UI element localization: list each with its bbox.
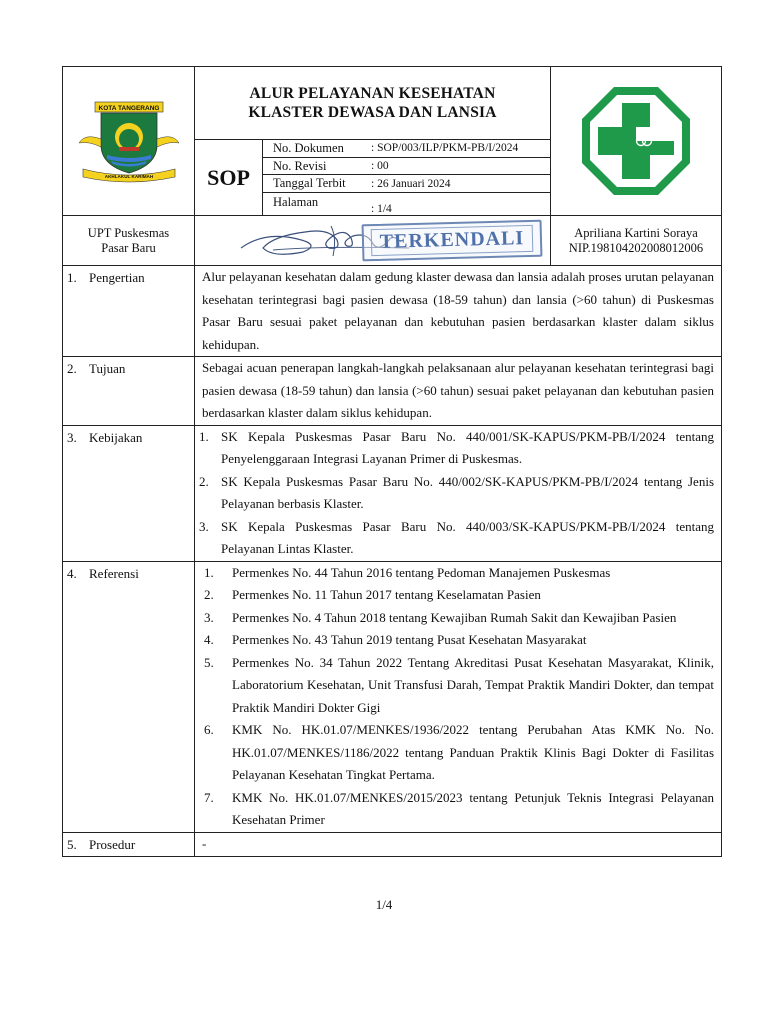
signer-name: Apriliana Kartini Soraya — [574, 225, 698, 240]
list-item — [199, 787, 714, 832]
puskesmas-logo-icon — [576, 81, 696, 201]
section-label — [63, 833, 194, 857]
section-title: Prosedur — [89, 836, 136, 852]
section-content — [194, 562, 721, 832]
section-number: 4. — [67, 565, 77, 581]
meta-value: : 26 Januari 2024 — [371, 177, 451, 190]
sop-header — [63, 67, 721, 215]
meta-value: : 00 — [371, 160, 389, 172]
section-content — [194, 833, 721, 857]
section-label — [63, 357, 194, 425]
item-text: KMK No. HK.01.07/MENKES/2015/2023 tentang Petunjuk Teknis Integrasi Pelayanan Kesehatan Primer — [232, 789, 714, 827]
logo-banner-text: KOTA TANGERANG — [98, 105, 159, 112]
referensi-list — [199, 562, 714, 832]
section-title: Tujuan — [89, 361, 126, 376]
item-number: 2. — [199, 473, 209, 489]
section-title: Referensi — [89, 565, 139, 581]
meta-row-tanggal — [263, 174, 550, 192]
list-item — [199, 607, 714, 630]
logo-motto-text: AKHLAKUL KARIMAH — [104, 174, 153, 179]
title-line-1: ALUR PELAYANAN KESEHATAN — [249, 85, 496, 102]
section-label — [63, 266, 194, 356]
item-text: KMK No. HK.01.07/MENKES/1936/2022 tentang Perubahan Atas KMK No. No. HK.01.07/MENKES/1186/2022 tentang Panduan Praktik Klinis Bagi Dokter di Fasilitas Pelayanan Kesehatan Tingkat Pertama. — [232, 722, 714, 782]
kebijakan-list — [199, 426, 714, 561]
section-pengertian — [63, 265, 721, 356]
sop-document-table — [62, 66, 722, 857]
item-number: 5. — [204, 654, 214, 670]
list-item — [199, 652, 714, 720]
meta-value: : 1/4 — [371, 203, 392, 216]
item-text: Permenkes No. 44 Tahun 2016 tentang Pedoman Manajemen Puskesmas — [232, 564, 611, 580]
sop-meta-block — [195, 139, 550, 215]
section-number: 5. — [67, 836, 77, 852]
section-tujuan — [63, 356, 721, 425]
signature-row — [63, 215, 721, 265]
list-item — [199, 516, 714, 561]
item-text: Permenkes No. 43 Tahun 2019 tentang Pusat Kesehatan Masyarakat — [232, 632, 587, 647]
terkendali-stamp — [362, 220, 543, 262]
signature-area — [194, 216, 550, 265]
unit-name — [63, 216, 194, 265]
meta-row-revisi — [263, 157, 550, 175]
section-kebijakan — [63, 425, 721, 561]
meta-label: No. Revisi — [273, 158, 327, 173]
item-number: 6. — [204, 722, 214, 737]
section-label — [63, 426, 194, 561]
kota-tangerang-logo-cell — [63, 67, 194, 215]
item-text: Permenkes No. 34 Tahun 2022 Tentang Akreditasi Pusat Kesehatan Masyarakat, Klinik, Laboratorium Kesehatan, Unit Transfusi Darah, Tempat Praktik Mandiri Dokter, dan tempat Praktik Mandiri Dokter Gigi — [232, 654, 714, 715]
section-content — [194, 357, 721, 425]
signer-block — [550, 216, 721, 265]
item-text: SK Kepala Puskesmas Pasar Baru No. 440/003/SK-KAPUS/PKM-PB/I/2024 tentang Pelayanan Lintas Klaster. — [221, 518, 714, 556]
item-text: SK Kepala Puskesmas Pasar Baru No. 440/002/SK-KAPUS/PKM-PB/I/2024 tentang Jenis Pelayanan berbasis Klaster. — [221, 473, 714, 511]
item-number: 1. — [199, 428, 209, 444]
item-number: 4. — [204, 632, 214, 647]
item-number: 3. — [199, 518, 209, 534]
item-number: 3. — [204, 609, 214, 625]
section-prosedur — [63, 832, 721, 857]
section-label — [63, 562, 194, 832]
tujuan-text: Sebagai acuan penerapan langkah-langkah pelaksanaan alur pelayanan kesehatan terintegrasi bagi pasien dewasa (18-59 tahun) dan lansia (>60 tahun) sesuai paket pelayanan dan kebutuhan pasien berdasarkan klaster dalam siklus kehidupan. — [202, 360, 714, 420]
section-number: 1. — [67, 270, 77, 285]
item-number: 2. — [204, 587, 214, 602]
unit-line-1: UPT Puskesmas — [87, 225, 170, 240]
meta-label: Halaman — [273, 195, 319, 210]
prosedur-text: - — [202, 835, 207, 851]
item-text: Permenkes No. 11 Tahun 2017 tentang Keselamatan Pasien — [232, 587, 541, 602]
section-number: 2. — [67, 361, 77, 376]
kota-tangerang-emblem-icon — [73, 99, 185, 183]
list-item — [199, 719, 714, 787]
meta-row-halaman — [263, 192, 550, 215]
document-meta — [262, 140, 550, 215]
stamp-text: TERKENDALI — [370, 225, 533, 256]
list-item — [199, 426, 714, 471]
list-item — [199, 471, 714, 516]
puskesmas-logo-cell — [550, 67, 721, 215]
item-text: SK Kepala Puskesmas Pasar Baru No. 440/001/SK-KAPUS/PKM-PB/I/2024 tentang Penyelenggaraan Integrasi Layanan Primer di Puskesmas. — [221, 428, 714, 466]
meta-label: No. Dokumen — [273, 140, 344, 155]
list-item — [199, 584, 714, 607]
section-content — [194, 426, 721, 561]
title-line-2: KLASTER DEWASA DAN LANSIA — [248, 104, 497, 121]
item-number: 1. — [204, 564, 214, 580]
item-number: 7. — [204, 789, 214, 805]
pengertian-text: Alur pelayanan kesehatan dalam gedung klaster dewasa dan lansia adalah proses urutan pelayanan kesehatan terintegrasi bagi pasien dewasa (18-59 tahun) dan lansia (>60 tahun) di Puskesmas Pasar Baru sesuai paket pelayanan dan kebutuhan pasien berdasarkan klaster dalam siklus kehidupan. — [202, 269, 714, 352]
page-number: 1/4 — [375, 897, 393, 912]
page-title — [195, 67, 550, 139]
meta-row-dokumen — [263, 140, 550, 157]
sop-title-block — [194, 67, 550, 215]
list-item — [199, 562, 714, 585]
section-content — [194, 266, 721, 356]
signer-nip: NIP.198104202008012006 — [568, 240, 704, 255]
unit-line-2: Pasar Baru — [101, 240, 156, 255]
sop-label: SOP — [207, 164, 250, 190]
section-number: 3. — [67, 429, 77, 445]
section-title: Kebijakan — [89, 429, 143, 445]
meta-label: Tanggal Terbit — [273, 176, 346, 191]
item-text: Permenkes No. 4 Tahun 2018 tentang Kewajiban Rumah Sakit dan Kewajiban Pasien — [232, 609, 677, 625]
section-title: Pengertian — [89, 270, 145, 285]
section-referensi — [63, 561, 721, 832]
meta-value: : SOP/003/ILP/PKM-PB/I/2024 — [371, 142, 519, 155]
list-item — [199, 629, 714, 652]
